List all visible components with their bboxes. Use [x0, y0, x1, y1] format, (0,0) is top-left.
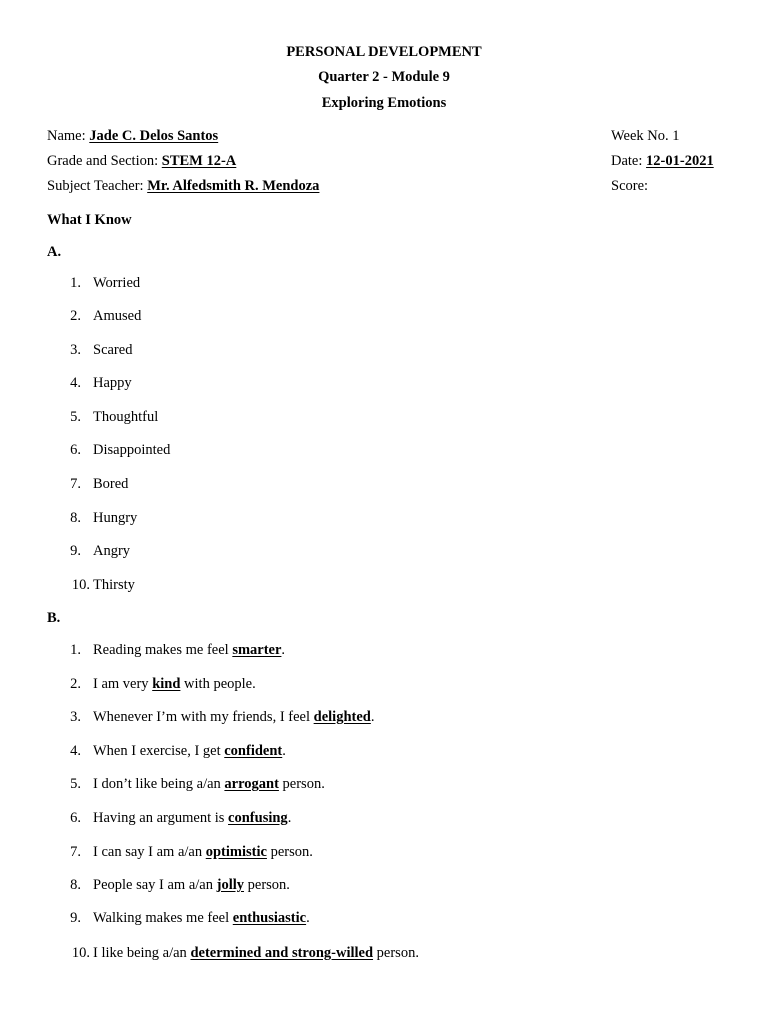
name-value: Jade C. Delos Santos [89, 128, 219, 144]
sentence-end: with people. [180, 676, 256, 692]
date-label: Date: [611, 153, 647, 169]
item-number: 5. [70, 409, 81, 425]
module-subtitle: Quarter 2 - Module 9 [318, 69, 450, 85]
item-text: Thirsty [93, 577, 135, 593]
sentence-start: When I exercise, I get [93, 743, 225, 759]
grade-value: STEM 12-A [161, 153, 237, 169]
answer-word: determined and strong-willed [190, 945, 374, 961]
sentence-end: person. [266, 844, 313, 860]
item-number: 6. [70, 810, 81, 826]
sentence-start: I am very [93, 676, 153, 692]
sentence-end: . [287, 810, 292, 826]
document-title: PERSONAL DEVELOPMENT [286, 44, 482, 60]
sentence-start: I can say I am a/an [93, 844, 206, 860]
sentence [93, 877, 290, 894]
grade-label: Grade and Section: [47, 153, 162, 169]
sentence [93, 945, 419, 962]
score-label: Score: [611, 178, 649, 194]
sentence [93, 844, 313, 861]
sentence-start: Whenever I’m with my friends, I feel [93, 709, 314, 725]
answer-word: jolly [216, 877, 245, 893]
answer-word: confident [224, 743, 283, 759]
answer-word: optimistic [205, 844, 267, 860]
sentence-end: person. [278, 776, 325, 792]
answer-word: smarter [232, 642, 282, 658]
module-topic: Exploring Emotions [321, 95, 447, 111]
item-text: Thoughtful [93, 409, 159, 425]
sentence-end: person. [373, 945, 419, 961]
item-number: 7. [70, 844, 81, 860]
sentence [93, 776, 325, 793]
date-row [611, 153, 714, 170]
answer-word: kind [152, 676, 181, 692]
name-row [47, 128, 218, 145]
item-number: 8. [70, 877, 81, 893]
sentence-start: I like being a/an [93, 945, 191, 961]
sentence [93, 709, 374, 726]
week-number: Week No. 1 [611, 128, 680, 144]
sentence-start: People say I am a/an [93, 877, 217, 893]
sentence [93, 910, 310, 927]
sentence-end: . [306, 910, 310, 926]
part-b-label: B. [47, 610, 61, 626]
sentence-end: . [282, 743, 286, 759]
answer-word: confusing [228, 810, 288, 826]
teacher-row [47, 178, 319, 195]
grade-row [47, 153, 236, 170]
item-number: 2. [70, 676, 81, 692]
item-text: Disappointed [93, 442, 171, 458]
item-number: 6. [70, 442, 81, 458]
answer-word: enthusiastic [232, 910, 307, 926]
sentence [93, 743, 286, 760]
sentence-end: . [281, 642, 286, 658]
sentence-start: Walking makes me feel [93, 910, 233, 926]
item-text: Amused [93, 308, 142, 324]
teacher-label: Subject Teacher: [47, 178, 148, 194]
item-number: 4. [70, 743, 81, 759]
item-number: 8. [70, 510, 81, 526]
item-number: 4. [70, 375, 81, 391]
date-value: 12-01-2021 [646, 153, 714, 169]
teacher-value: Mr. Alfedsmith R. Mendoza [147, 178, 320, 194]
item-number: 3. [70, 342, 81, 358]
name-label: Name: [47, 128, 90, 144]
sentence [93, 676, 256, 693]
item-text: Bored [93, 476, 129, 492]
sentence-start: I don’t like being a/an [93, 776, 225, 792]
sentence [93, 642, 285, 659]
item-text: Scared [93, 342, 133, 358]
sentence-start: Reading makes me feel [93, 642, 233, 658]
answer-word: delighted [313, 709, 371, 725]
item-text: Happy [93, 375, 132, 391]
item-number: 10. [71, 945, 90, 961]
item-text: Angry [93, 543, 131, 559]
item-number: 9. [70, 910, 81, 926]
item-text: Worried [93, 275, 141, 291]
item-number: 7. [70, 476, 81, 492]
item-number: 10. [71, 577, 90, 593]
sentence-end: . [370, 709, 375, 725]
section-heading: What I Know [47, 212, 132, 228]
item-number: 2. [70, 308, 81, 324]
sentence-end: person. [244, 877, 290, 893]
item-number: 1. [70, 275, 81, 291]
part-a-label: A. [47, 244, 62, 260]
answer-word: arrogant [224, 776, 279, 792]
sentence-start: Having an argument is [93, 810, 229, 826]
item-number: 9. [70, 543, 81, 559]
item-text: Hungry [93, 510, 138, 526]
sentence [93, 810, 291, 827]
item-number: 5. [70, 776, 81, 792]
item-number: 1. [70, 642, 81, 658]
item-number: 3. [70, 709, 81, 725]
